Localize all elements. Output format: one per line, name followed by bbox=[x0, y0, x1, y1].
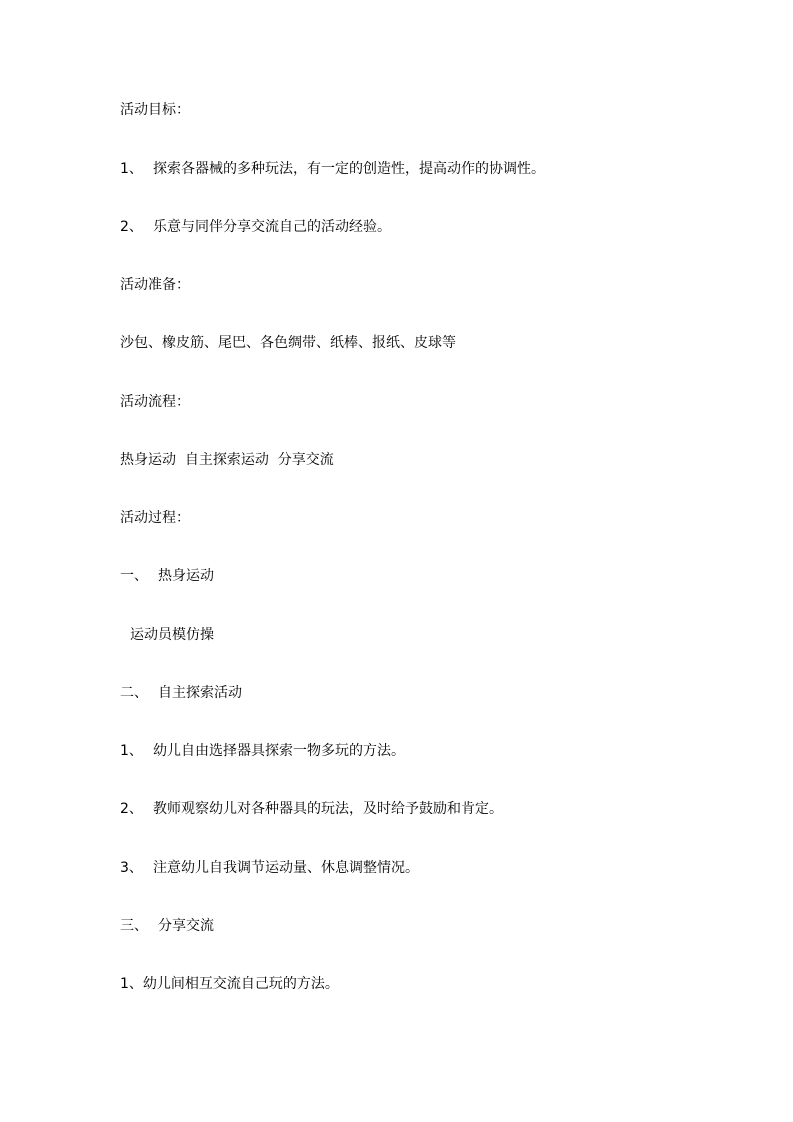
process-heading: 活动过程： bbox=[120, 510, 190, 526]
part-1-detail: 运动员模仿操 bbox=[130, 627, 214, 643]
part-2-heading bbox=[120, 683, 242, 703]
part-2-item-2 bbox=[120, 799, 503, 819]
part-3-title: 分享交流 bbox=[158, 918, 214, 934]
goal-item-1 bbox=[120, 159, 545, 179]
part-2-title: 自主探索活动 bbox=[158, 685, 242, 701]
part-2-item-2-number: 2、 bbox=[120, 801, 143, 817]
part-2-number: 二、 bbox=[120, 685, 148, 701]
part-1-number: 一、 bbox=[120, 568, 148, 584]
part-2-item-3-number: 3、 bbox=[120, 860, 143, 876]
prep-heading: 活动准备： bbox=[120, 277, 190, 293]
part-2-item-3 bbox=[120, 858, 419, 878]
flow-heading: 活动流程： bbox=[120, 394, 190, 410]
part-3-item-1: 1、幼儿间相互交流自己玩的方法。 bbox=[120, 976, 339, 992]
flow-text: 热身运动 自主探索运动 分享交流 bbox=[120, 452, 334, 468]
prep-items: 沙包、橡皮筋、尾巴、各色绸带、纸棒、报纸、皮球等 bbox=[120, 335, 456, 351]
goal-heading: 活动目标： bbox=[120, 102, 190, 118]
part-3-number: 三、 bbox=[120, 918, 148, 934]
goal-item-2-number: 2、 bbox=[120, 219, 143, 235]
part-3-heading bbox=[120, 916, 214, 936]
goal-item-2 bbox=[120, 217, 391, 237]
part-2-item-1 bbox=[120, 741, 405, 761]
goal-item-1-text: 探索各器械的多种玩法，有一定的创造性，提高动作的协调性。 bbox=[153, 161, 545, 177]
goal-item-2-text: 乐意与同伴分享交流自己的活动经验。 bbox=[153, 219, 391, 235]
part-2-item-2-text: 教师观察幼儿对各种器具的玩法，及时给予鼓励和肯定。 bbox=[153, 801, 503, 817]
goal-item-1-number: 1、 bbox=[120, 161, 143, 177]
part-2-item-3-text: 注意幼儿自我调节运动量、休息调整情况。 bbox=[153, 860, 419, 876]
part-1-heading bbox=[120, 566, 214, 586]
part-2-item-1-text: 幼儿自由选择器具探索一物多玩的方法。 bbox=[153, 743, 405, 759]
part-1-title: 热身运动 bbox=[158, 568, 214, 584]
part-2-item-1-number: 1、 bbox=[120, 743, 143, 759]
